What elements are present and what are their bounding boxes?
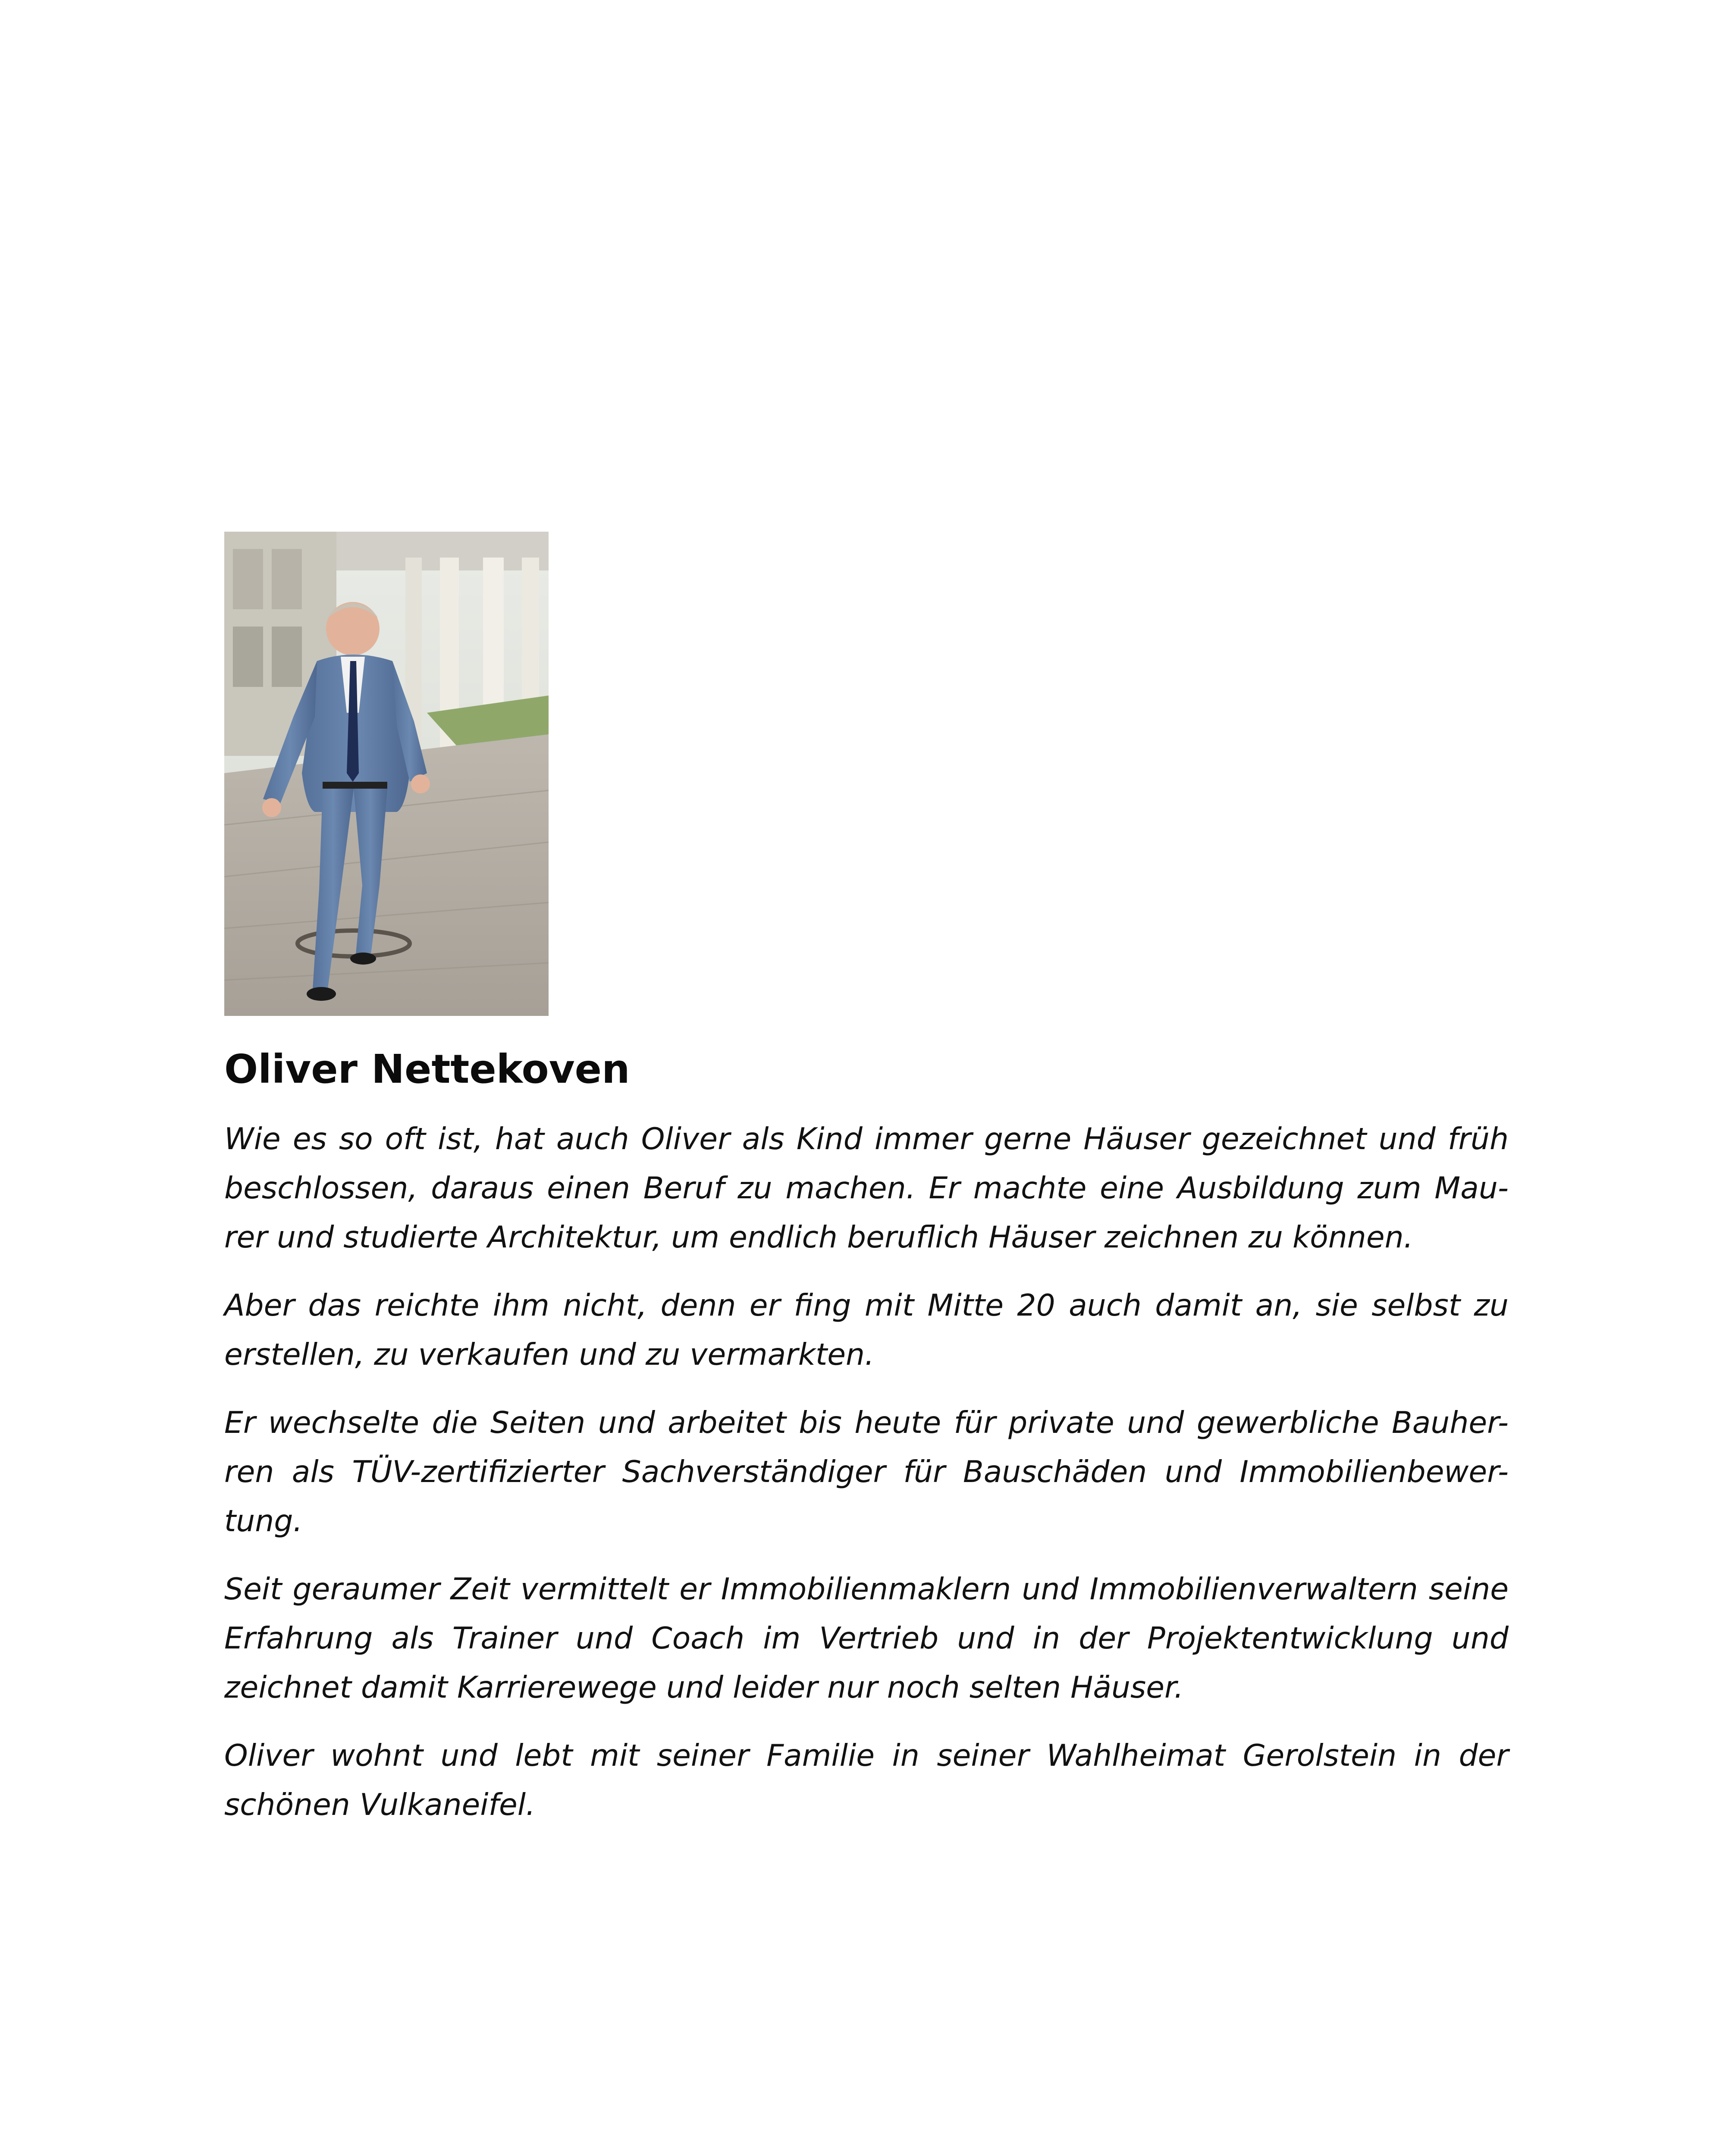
bio-paragraph: Oliver wohnt und lebt mit seiner Familie in seiner Wahlheimat Gerolstein in der schönen Vulkaneifel. <box>224 1738 1509 1822</box>
person-walking-photo-icon <box>224 532 549 1016</box>
bio-text <box>224 1115 1509 1849</box>
portrait-photo <box>224 532 549 1016</box>
bio-paragraph: Er wechselte die Seiten und arbeitet bis heute für private und gewerbliche Bauher-ren als TÜV-zertifizierter Sachverständiger für Bauschäden und Immobilienbewer-tung. <box>224 1405 1509 1539</box>
bio-paragraph: Wie es so oft ist, hat auch Oliver als Kind immer gerne Häuser gezeichnet und früh beschlossen, daraus einen Beruf zu machen. Er machte eine Ausbildung zum Mau-rer und studierte Architektur, um endlich beruflich Häuser zeichnen zu können. <box>224 1122 1509 1255</box>
person-name-heading: Oliver Nettekoven <box>224 1046 630 1092</box>
bio-paragraph: Seit geraumer Zeit vermittelt er Immobilienmaklern und Immobilienverwaltern seine Erfahrung als Trainer und Coach im Vertrieb und in der Projektentwicklung und zeichnet damit Karrierewege und leider nur noch selten Häuser. <box>224 1572 1509 1705</box>
bio-paragraph: Aber das reichte ihm nicht, denn er fing mit Mitte 20 auch damit an, sie selbst zu erstellen, zu verkaufen und zu vermarkten. <box>224 1288 1509 1372</box>
